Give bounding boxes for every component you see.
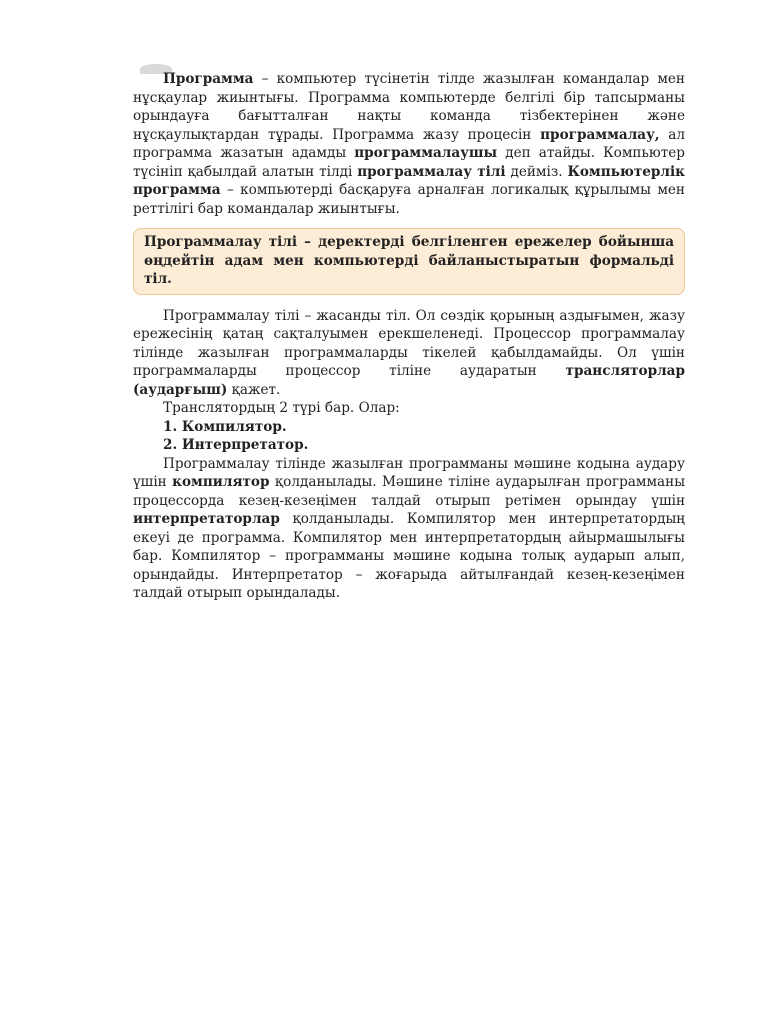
term-computer-program: Компьютерлік программа: [133, 163, 685, 198]
text-span: – компьютер түсінетін тілде жазылған командалар мен нұсқаулар жиынтығы. Программа компьютерде белгілі бір тапсырманы орындауға бағытталған нақты команда тізбектерінен және нұсқаулықтардан тұрады. Программа жазу процесін: [133, 71, 685, 143]
paragraph-compiler-interpreter: [133, 455, 685, 603]
text-span: деп атайды. Компьютер түсініп қабылдай алатын тілді: [133, 145, 685, 180]
definition-box: [133, 228, 685, 295]
text-span: қолданылады. Компилятор мен интерпретатордың екеуі де программа. Компилятор мен интерпретатордың айырмашылығы бар. Компилятор – программаны мәшине кодына толық аударып алып, орындайды. Интерпретатор – жоғарыда айтылғандай кезең-кезеңімен талдай отырып орындалады.: [133, 511, 685, 601]
definition-body: – деректерді белгіленген ережелер бойынша өңдейтін адам мен компьютерді байланыстыратын формальді тіл.: [144, 234, 674, 287]
term-program: Программа: [163, 71, 254, 87]
term-programming: программалау,: [540, 126, 660, 143]
definition-text: [144, 233, 674, 289]
term-programmer: программалаушы: [354, 145, 498, 161]
term-compiler: компилятор: [172, 474, 270, 490]
text-span: ал программа жазатын адамды: [133, 126, 685, 161]
page-content: [133, 70, 685, 603]
list-item-compiler: 1. Компилятор.: [163, 418, 287, 435]
definition-term: Программалау тілі: [144, 234, 298, 250]
term-programming-language: программалау тілі: [357, 163, 506, 180]
paragraph-language: [133, 307, 685, 400]
list-item-interpreter: 2. Интерпретатор.: [163, 437, 309, 453]
paragraph-program-definition: [133, 70, 685, 218]
term-interpreters: интерпретаторлар: [133, 511, 280, 527]
text-span: қолданылады. Мәшине тіліне аударылған программаны процессорда кезең-кезеңімен талдай отырып ретімен орындау үшін: [133, 474, 686, 509]
text-span: дейміз.: [505, 163, 568, 180]
text-span: – компьютерді басқаруға арналған логикалық құрылымы мен реттілігі бар командалар жиынтығы.: [133, 182, 685, 217]
term-translators: трансляторлар (аударғыш): [133, 363, 685, 398]
text-span: қажет.: [227, 381, 281, 398]
paragraph-translator-types: Транслятордың 2 түрі бар. Олар:: [163, 400, 400, 416]
text-span: Программалау тілі – жасанды тіл. Ол сөздік қорының аздығымен, жазу ережесінің қатаң сақталуымен ерекшеленеді. Процессор программалау тілінде жазылған программаларды тікелей қабылдамайды. Ол үшін программаларды процессор тіліне аударатын: [133, 307, 685, 379]
text-span: Программалау тілінде жазылған программаны мәшине кодына аудару үшін: [133, 455, 685, 490]
